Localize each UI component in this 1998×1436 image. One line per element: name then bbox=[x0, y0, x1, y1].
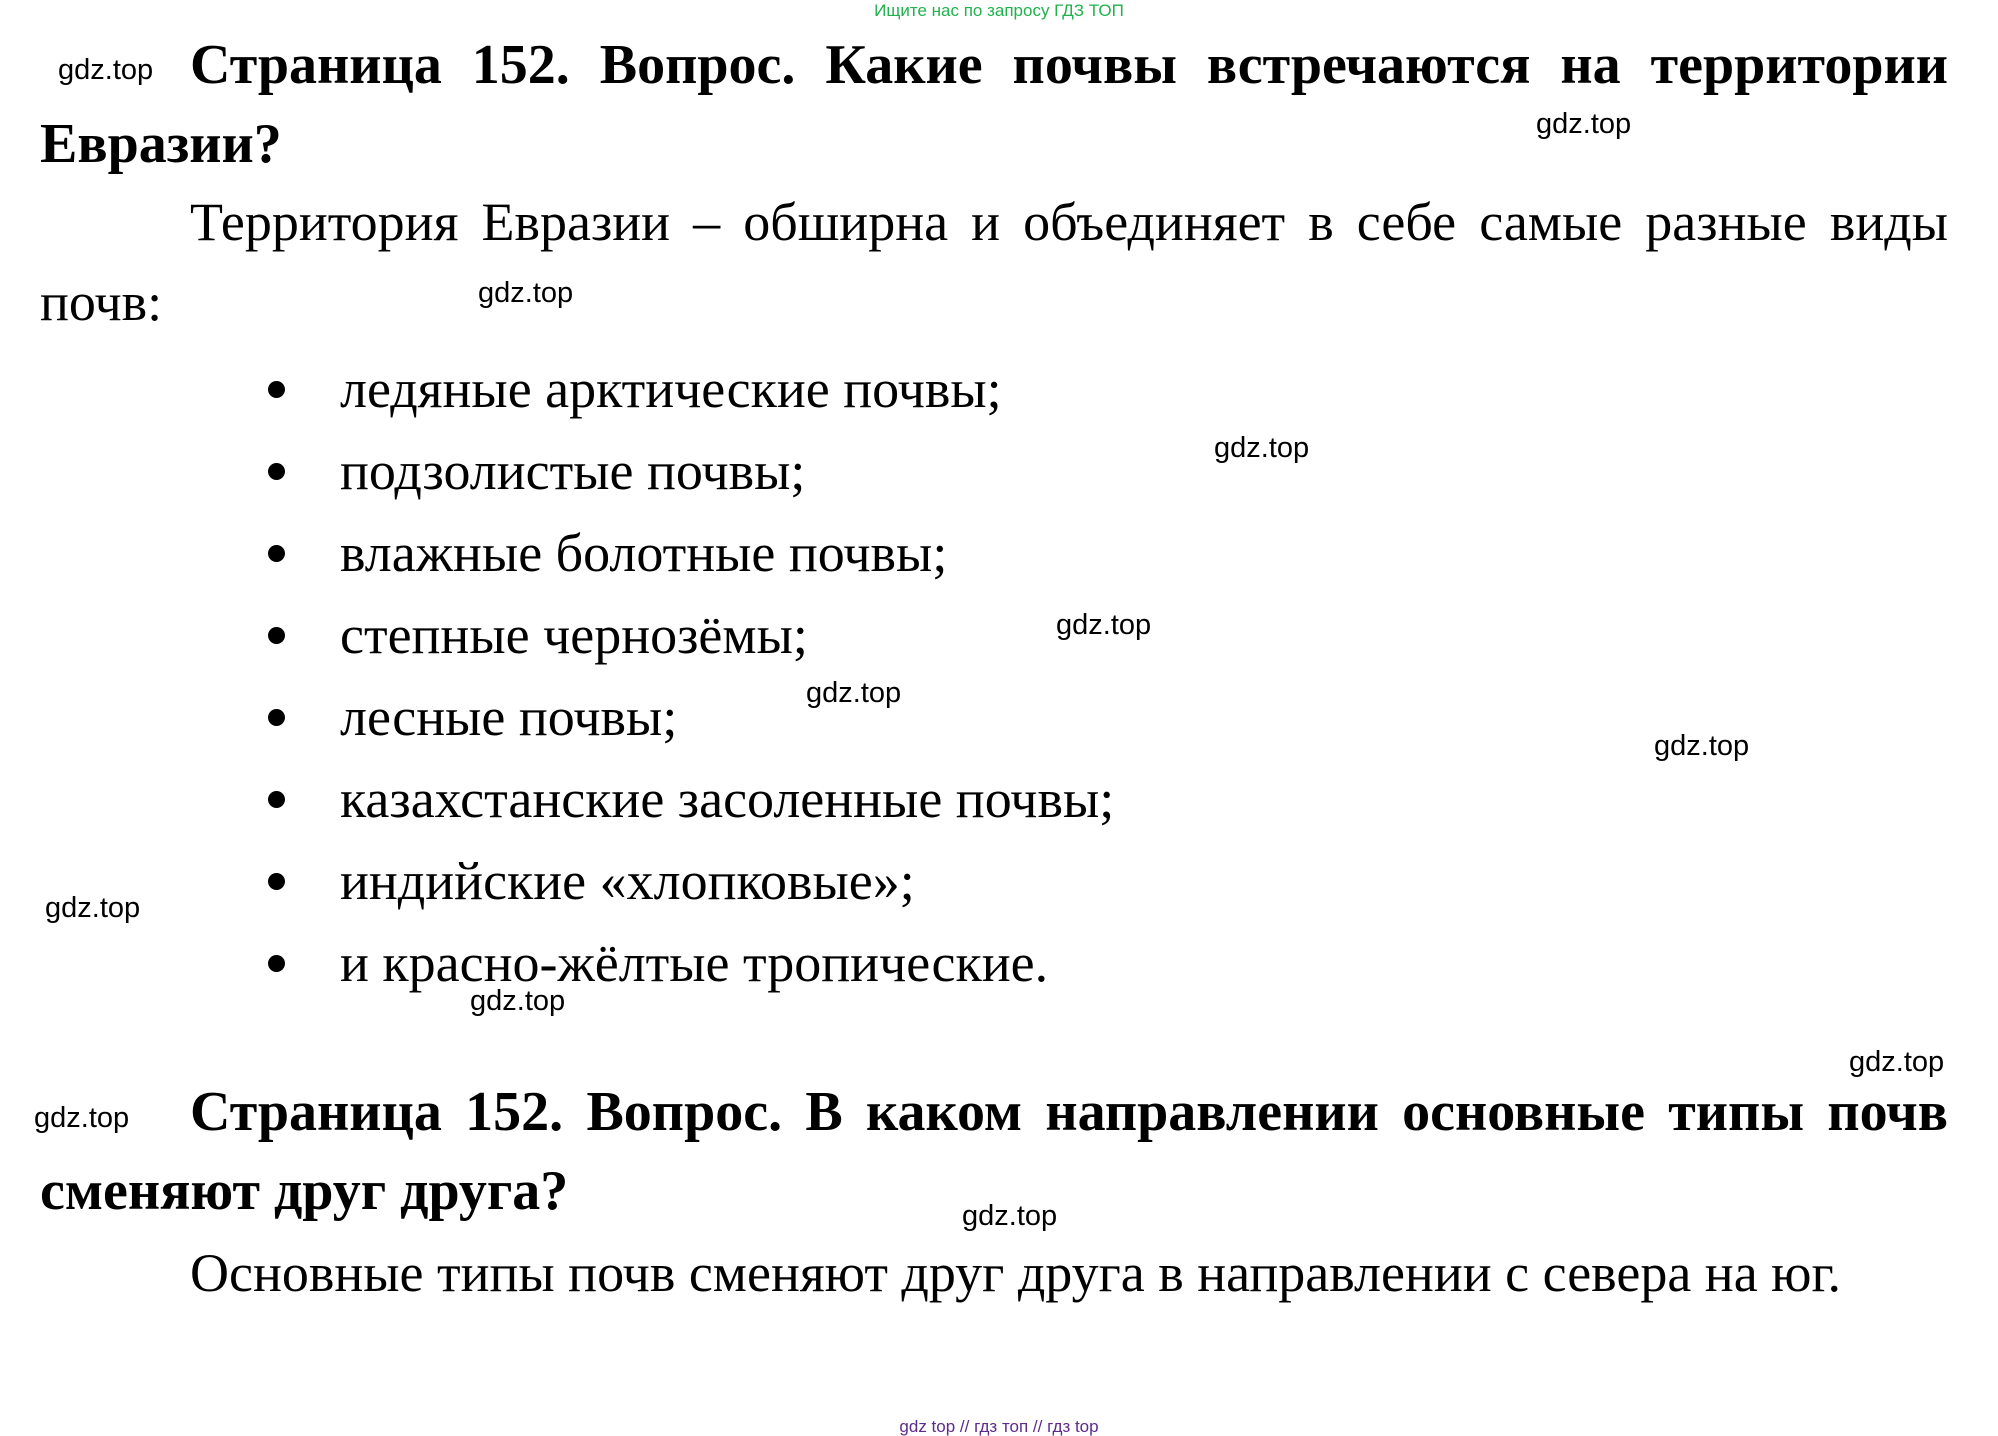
bullet-icon bbox=[268, 381, 285, 398]
list-item-text: казахстанские засоленные почвы; bbox=[340, 769, 1115, 829]
bullet-icon bbox=[268, 545, 285, 562]
footer-links: gdz top // гдз топ // гдз top bbox=[899, 1417, 1099, 1436]
bullet-icon bbox=[268, 791, 285, 808]
soil-types-list bbox=[0, 348, 1114, 1004]
watermark: gdz.top bbox=[1056, 609, 1152, 641]
question-2-title: Страница 152. Вопрос. В каком направлении основные типы почв сменяют друг друга? bbox=[40, 1081, 1948, 1222]
list-item-text: влажные болотные почвы; bbox=[340, 523, 948, 583]
bullet-icon bbox=[268, 627, 285, 644]
watermark: gdz.top bbox=[1654, 730, 1750, 762]
list-item bbox=[0, 676, 1114, 758]
watermark: gdz.top bbox=[470, 985, 566, 1017]
watermark: gdz.top bbox=[34, 1102, 130, 1134]
top-banner: Ищите нас по запросу ГДЗ ТОП bbox=[874, 1, 1124, 20]
question-1-answer-intro: Территория Евразии – обширна и объединяет в себе самые разные виды почв: bbox=[40, 192, 1948, 332]
list-item-text: подзолистые почвы; bbox=[340, 441, 806, 501]
list-item bbox=[0, 348, 1114, 430]
list-item-text: и красно-жёлтые тропические. bbox=[340, 933, 1049, 993]
list-item bbox=[0, 594, 1114, 676]
watermark: gdz.top bbox=[1849, 1046, 1945, 1078]
list-item-text: лесные почвы; bbox=[340, 687, 678, 747]
question-2-answer: Основные типы почв сменяют друг друга в направлении с севера на юг. bbox=[190, 1243, 1842, 1303]
list-item bbox=[0, 758, 1114, 840]
watermark: gdz.top bbox=[45, 892, 141, 924]
bullet-icon bbox=[268, 873, 285, 890]
list-item-text: ледяные арктические почвы; bbox=[340, 359, 1002, 419]
list-item-text: индийские «хлопковые»; bbox=[340, 851, 915, 911]
watermark: gdz.top bbox=[478, 277, 574, 309]
list-item bbox=[0, 512, 1114, 594]
watermark: gdz.top bbox=[1214, 432, 1310, 464]
watermark: gdz.top bbox=[806, 677, 902, 709]
bullet-icon bbox=[268, 463, 285, 480]
list-item bbox=[0, 840, 1114, 922]
watermark: gdz.top bbox=[962, 1200, 1058, 1232]
list-item bbox=[0, 430, 1114, 512]
watermark: gdz.top bbox=[1536, 108, 1632, 140]
watermark: gdz.top bbox=[58, 54, 154, 86]
list-item-text: степные чернозёмы; bbox=[340, 605, 808, 665]
question-1-title: Страница 152. Вопрос. Какие почвы встречаются на территории Евразии? bbox=[40, 34, 1948, 175]
bullet-icon bbox=[268, 955, 285, 972]
bullet-icon bbox=[268, 709, 285, 726]
